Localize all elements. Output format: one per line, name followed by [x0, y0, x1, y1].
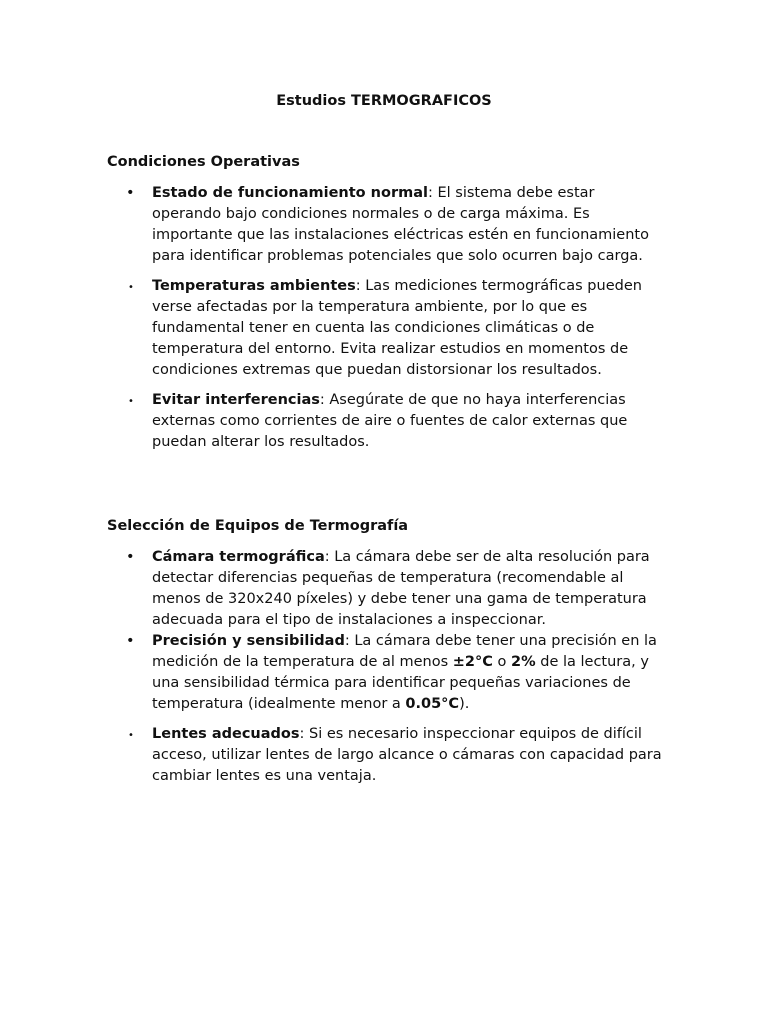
list-condiciones — [0, 183, 768, 453]
bullet-icon: • — [126, 549, 135, 565]
item-term: Lentes adecuados — [152, 726, 300, 742]
item-text: : Asegúrate de que no haya interferencias externas como corrientes de aire o fuentes de calor externas que puedan alterar los resultados. — [152, 392, 628, 450]
percent-value: 2% — [511, 654, 536, 670]
item-term: Cámara termográfica — [152, 549, 325, 565]
sensitivity-value: 0.05°C — [405, 696, 460, 712]
bullet-icon: • — [126, 185, 135, 201]
item-term: Temperaturas ambientes — [152, 278, 356, 294]
list-item — [0, 724, 667, 787]
list-item — [0, 183, 667, 267]
item-text: : Las mediciones termográficas pueden verse afectadas por la temperatura ambiente, por lo que es fundamental tener en cuenta las condiciones climáticas o de temperatura del entorno. Evita realizar estudios en momentos de condiciones extremas que puedan distorsionar los resultados. — [152, 278, 642, 378]
bullet-icon: • — [126, 633, 135, 649]
item-text: : La cámara debe tener una precisión en la medición de la temperatura de al menos — [152, 633, 657, 670]
list-item — [0, 390, 667, 453]
item-term: Precisión y sensibilidad — [152, 633, 345, 649]
item-text: : Si es necesario inspeccionar equipos de difícil acceso, utilizar lentes de largo alcance o cámaras con capacidad para cambiar lentes es una ventaja. — [152, 726, 662, 784]
item-term: Estado de funcionamiento normal — [152, 185, 428, 201]
section-heading-condiciones: Condiciones Operativas — [107, 154, 300, 170]
list-item — [0, 631, 667, 715]
section-heading-seleccion: Selección de Equipos de Termografía — [107, 518, 409, 534]
item-text: ). — [459, 696, 470, 712]
item-text: de la lectura, y una sensibilidad térmica para identificar pequeñas variaciones de temperatura (idealmente menor a — [152, 654, 649, 712]
bullet-icon: • — [128, 396, 134, 407]
bullet-icon: • — [128, 730, 134, 741]
item-text: o — [492, 654, 512, 670]
item-text: : La cámara debe ser de alta resolución para detectar diferencias pequeñas de temperatura (recomendable al menos de 320x240 píxeles) y debe tener una gama de temperatura adecuada para el tipo de instalaciones a inspeccionar. — [152, 549, 650, 628]
list-seleccion — [0, 547, 768, 787]
item-term: Evitar interferencias — [152, 392, 320, 408]
bullet-icon: • — [128, 282, 134, 293]
list-item — [0, 547, 667, 631]
accuracy-value: ±2°C — [452, 654, 493, 670]
document-title: Estudios TERMOGRAFICOS — [276, 93, 492, 109]
list-item — [0, 276, 667, 381]
item-text: : El sistema debe estar operando bajo condiciones normales o de carga máxima. Es importante que las instalaciones eléctricas estén en funcionamiento para identificar problemas potenciales que solo ocurren bajo carga. — [152, 185, 649, 264]
